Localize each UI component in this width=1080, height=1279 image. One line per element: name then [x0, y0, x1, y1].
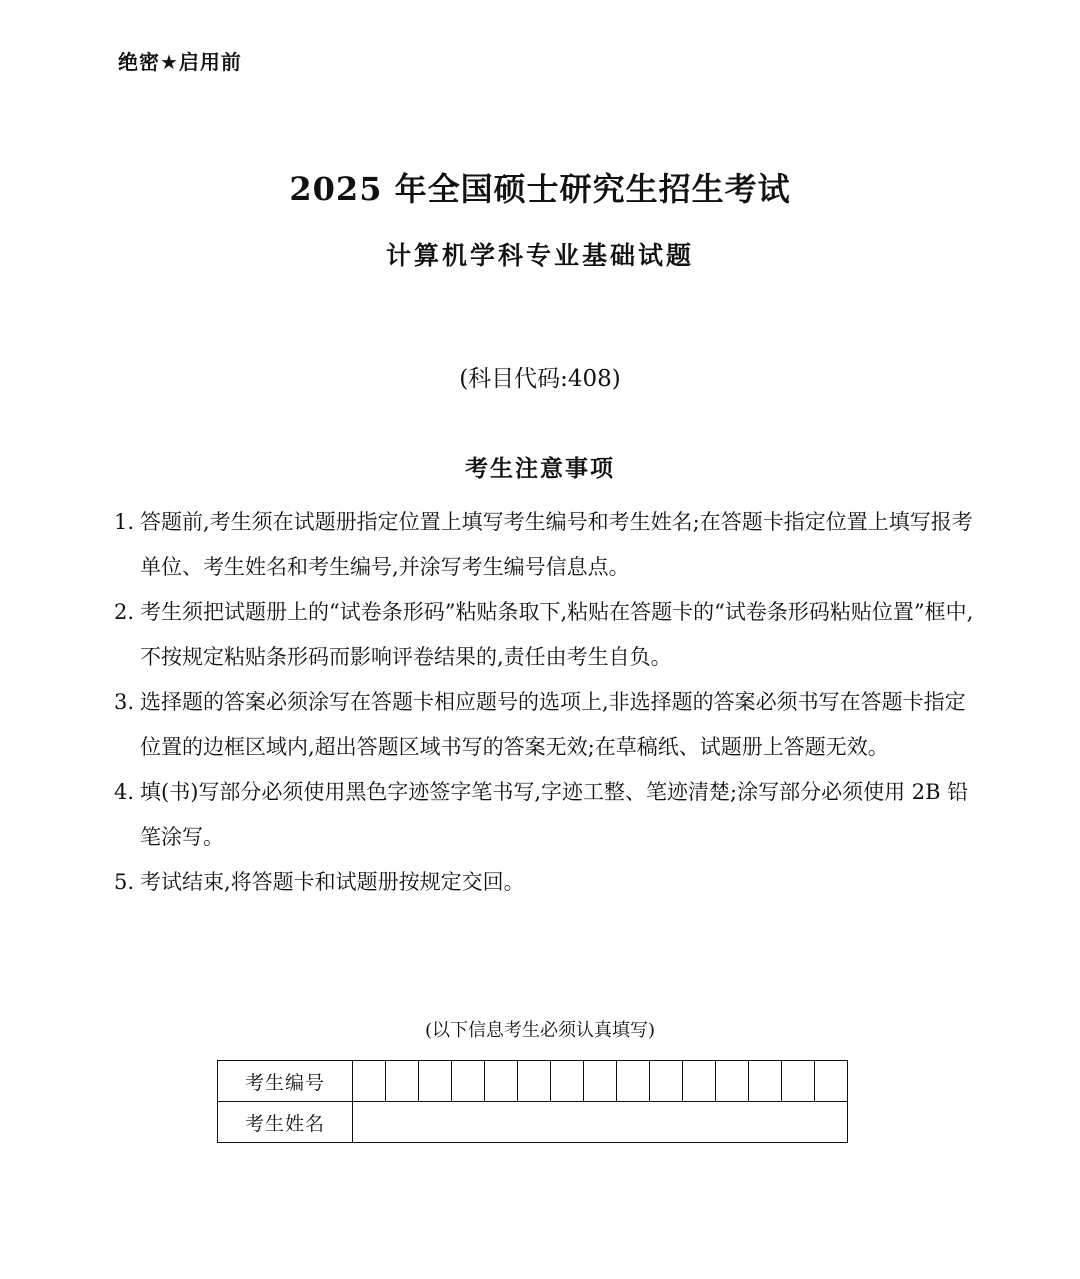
- notice-text: 考试结束,将答题卡和试题册按规定交回。: [140, 870, 525, 894]
- exam-subtitle: 计算机学科专业基础试题: [385, 241, 694, 270]
- candidate-id-digit-box[interactable]: [650, 1061, 683, 1102]
- candidate-id-digit-box[interactable]: [518, 1061, 551, 1102]
- secret-mark: 绝密★启用前: [118, 50, 242, 74]
- candidate-id-row: [218, 1061, 848, 1102]
- exam-title: 2025 年全国硕士研究生招生考试: [289, 170, 791, 208]
- candidate-id-digit-box[interactable]: [782, 1061, 815, 1102]
- notice-text: 选择题的答案必须涂写在答题卡相应题号的选项上,非选择题的答案必须书写在答题卡指定位置的边框区域内,超出答题区域书写的答案无效;在草稿纸、试题册上答题无效。: [140, 690, 966, 759]
- candidate-id-digit-box[interactable]: [551, 1061, 584, 1102]
- notice-item: [114, 860, 974, 905]
- candidate-name-field[interactable]: [353, 1102, 848, 1143]
- notice-number: 2.: [114, 600, 135, 624]
- notice-item: [114, 770, 974, 860]
- notice-number: 3.: [114, 690, 135, 714]
- candidate-id-digit-box[interactable]: [683, 1061, 716, 1102]
- notice-number: 4.: [114, 780, 135, 804]
- candidate-name-label: 考生姓名: [218, 1102, 353, 1143]
- candidate-id-label: 考生编号: [218, 1061, 353, 1102]
- candidate-id-digit-box[interactable]: [452, 1061, 485, 1102]
- notice-item: [114, 590, 974, 680]
- candidate-id-digit-box[interactable]: [386, 1061, 419, 1102]
- notice-item: [114, 500, 974, 590]
- candidate-name-row: [218, 1102, 848, 1143]
- candidate-id-digit-box[interactable]: [617, 1061, 650, 1102]
- notice-item: [114, 680, 974, 770]
- candidate-id-digit-box[interactable]: [716, 1061, 749, 1102]
- notice-heading: 考生注意事项: [465, 456, 615, 482]
- notice-text: 答题前,考生须在试题册指定位置上填写考生编号和考生姓名;在答题卡指定位置上填写报考单位、考生姓名和考生编号,并涂写考生编号信息点。: [140, 510, 973, 579]
- candidate-id-digit-box[interactable]: [584, 1061, 617, 1102]
- subject-code: (科目代码:408): [459, 366, 621, 392]
- notice-number: 5.: [114, 870, 135, 894]
- notice-number: 1.: [114, 510, 135, 534]
- candidate-id-digit-box[interactable]: [485, 1061, 518, 1102]
- fill-hint: (以下信息考生必须认真填写): [424, 1020, 656, 1041]
- candidate-id-digit-box[interactable]: [749, 1061, 782, 1102]
- candidate-id-digit-box[interactable]: [815, 1061, 848, 1102]
- candidate-info-table: [217, 1060, 848, 1143]
- notice-text: 填(书)写部分必须使用黑色字迹签字笔书写,字迹工整、笔迹清楚;涂写部分必须使用 2B 铅笔涂写。: [140, 780, 969, 849]
- candidate-id-digit-box[interactable]: [419, 1061, 452, 1102]
- candidate-id-digit-box[interactable]: [353, 1061, 386, 1102]
- notice-list: [114, 500, 974, 905]
- notice-text: 考生须把试题册上的“试卷条形码”粘贴条取下,粘贴在答题卡的“试卷条形码粘贴位置”框中,不按规定粘贴条形码而影响评卷结果的,责任由考生自负。: [140, 600, 974, 669]
